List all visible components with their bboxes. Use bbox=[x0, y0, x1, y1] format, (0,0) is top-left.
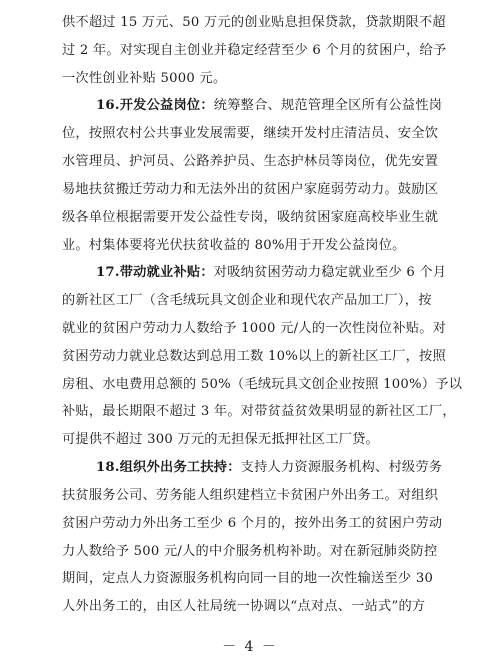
section-16-heading: 16.开发公益岗位： bbox=[96, 98, 214, 114]
body-text-line: 易地扶贫搬迁劳动力和无法外出的贫困户家庭弱劳动力。鼓励区 bbox=[62, 181, 439, 197]
page-number: － 4 － bbox=[222, 639, 278, 655]
body-text-line: 级各单位根据需要开发公益性专岗，吸纳贫困家庭高校毕业生就 bbox=[62, 209, 439, 225]
body-text-line: 位，按照农村公共事业发展需要，继续开发村庄清洁员、安全饮 bbox=[62, 126, 439, 142]
body-text-line: 贫困户劳动力外出务工至少 6 个月的，按外出务工的贫困户劳动 bbox=[62, 515, 443, 531]
body-text-span: 对吸纳贫困劳动力稳定就业至少 6 个月 bbox=[213, 265, 447, 281]
body-text-span: 统筹整合、规范管理全区所有公益性岗 bbox=[213, 98, 443, 114]
body-text-line: 的新社区工厂（含毛绒玩具文创企业和现代农产品加工厂），按 bbox=[62, 293, 432, 309]
body-text-span: 支持人力资源服务机构、村级劳务 bbox=[240, 460, 443, 476]
body-text-line: 水管理员、护河员、公路养护员、生态护林员等岗位，优先安置 bbox=[62, 154, 439, 170]
section-17-first-line bbox=[96, 260, 462, 286]
body-text-line: 可提供不超过 300 万元的无担保无抵押社区工厂贷。 bbox=[62, 432, 379, 448]
section-18-first-line bbox=[96, 455, 462, 481]
body-text-line: 过 2 年。对实现自主创业并稳定经营至少 6 个月的贫困户，给予 bbox=[62, 42, 447, 58]
section-17-heading: 17.带动就业补贴： bbox=[96, 265, 214, 281]
body-text-line: 期间，定点人力资源服务机构向同一目的地一次性输送至少 30 bbox=[62, 571, 434, 587]
body-text-line: 扶贫服务公司、劳务能人组织建档立卡贫困户外出务工。对组织 bbox=[62, 487, 439, 503]
body-text-line: 补贴，最长期限不超过 3 年。对带贫益贫效果明显的新社区工厂， bbox=[62, 404, 456, 420]
body-text-line: 就业的贫困户劳动力人数给予 1000 元/人的一次性岗位补贴。对 bbox=[62, 321, 447, 336]
body-text-line: 业。村集体要将光伏扶贫收益的 80%用于开发公益岗位。 bbox=[62, 237, 406, 253]
section-18-heading: 18.组织外出务工扶持： bbox=[96, 460, 241, 476]
body-text-line: 供不超过 15 万元、50 万元的创业贴息担保贷款，贷款期限不超 bbox=[62, 15, 446, 30]
body-text-line: 贫困劳动力就业总数达到总用工数 10%以上的新社区工厂，按照 bbox=[62, 348, 446, 364]
body-text-line: 人外出务工的，由区人社局统一协调以“点对点、一站式”的方 bbox=[62, 599, 426, 615]
section-16-first-line bbox=[96, 93, 462, 119]
body-text-line: 一次性创业补贴 5000 元。 bbox=[62, 70, 227, 86]
body-text-line: 房租、水电费用总额的 50%（毛绒玩具文创企业按照 100%）予以 bbox=[62, 376, 463, 392]
body-text-line: 力人数给予 500 元/人的中介服务机构补助。对在新冠肺炎防控 bbox=[62, 543, 438, 559]
